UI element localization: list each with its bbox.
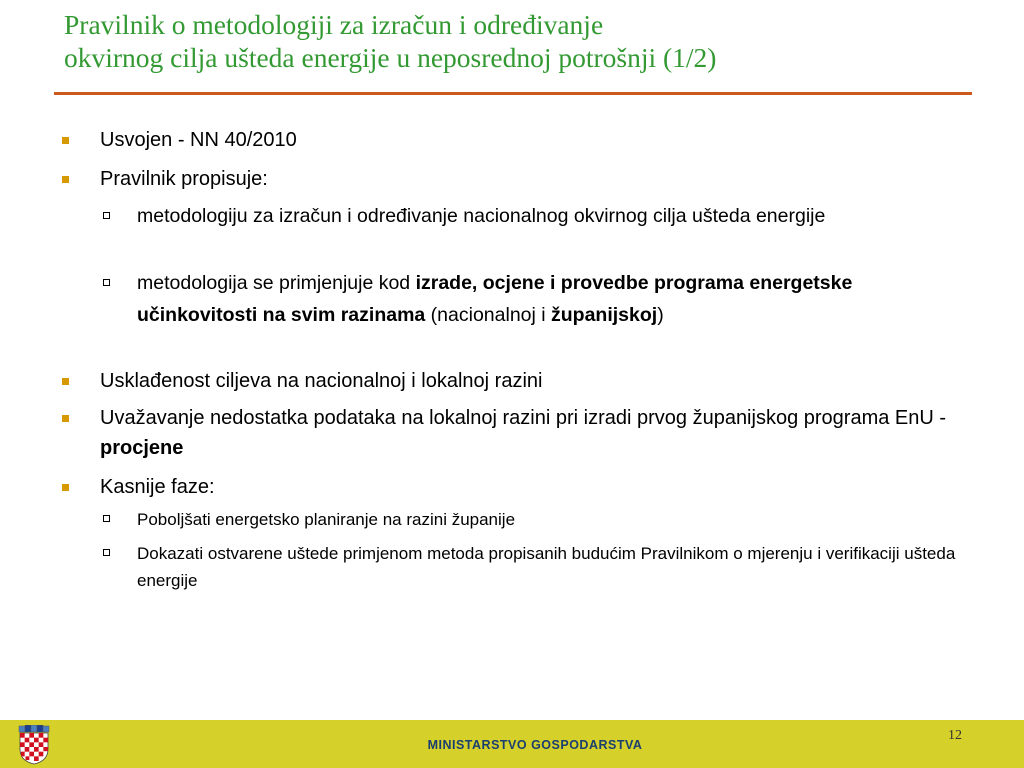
slide-title-line-1: Pravilnik o metodologiji za izračun i određivanje (64, 9, 604, 40)
bullet-text: Usvojen - NN 40/2010 (100, 129, 297, 151)
sub-bullet-text: Dokazati ostvarene uštede primjenom metoda propisanih budućim Pravilnikom o mjerenju i verifikaciji ušteda energije (137, 544, 956, 590)
square-bullet-icon (62, 378, 69, 385)
sub-bullet-bold-text: županijskoj (551, 304, 658, 326)
sub-bullet-text-part: (nacionalnoj i (425, 304, 552, 326)
hollow-square-bullet-icon (103, 279, 110, 286)
sub-bullet-text: Poboljšati energetsko planiranje na razini županije (137, 510, 516, 529)
title-divider (54, 92, 972, 95)
slide-title-line-2: okvirnog cilja ušteda energije u neposrednoj potrošnji (1/2) (64, 42, 717, 73)
sub-bullet-item (137, 200, 957, 232)
bullet-item (100, 125, 950, 155)
sub-bullet-text-part: ) (657, 304, 664, 326)
bullet-text: Uvažavanje nedostatka podataka na lokalnoj razini pri izradi prvog županijskog programa EnU - (100, 407, 947, 429)
square-bullet-icon (62, 415, 69, 422)
square-bullet-icon (62, 484, 69, 491)
sub-bullet-text-part: metodologija se primjenjuje kod (137, 272, 416, 294)
bullet-bold-text: procjene (100, 437, 184, 459)
slide-footer (0, 720, 1024, 768)
bullet-item (100, 472, 950, 502)
sub-bullet-item (137, 267, 957, 331)
bullet-item (100, 366, 950, 396)
bullet-item (100, 164, 950, 194)
slide-title (64, 8, 984, 74)
square-bullet-icon (62, 137, 69, 144)
hollow-square-bullet-icon (103, 549, 110, 556)
square-bullet-icon (62, 176, 69, 183)
sub-bullet-text: metodologiju za izračun i određivanje nacionalnog okvirnog cilja ušteda energije (137, 205, 826, 227)
bullet-item (100, 403, 950, 463)
bullet-text: Kasnije faze: (100, 476, 215, 498)
sub-bullet-item (137, 540, 957, 594)
sub-bullet-bold-text: izrade, ocjene i provedbe programa energetske učinkovitosti na svim razinama (137, 272, 853, 326)
bullet-text: Pravilnik propisuje: (100, 168, 268, 190)
hollow-square-bullet-icon (103, 515, 110, 522)
bullet-text: Usklađenost ciljeva na nacionalnoj i lokalnoj razini (100, 370, 543, 392)
page-number: 12 (948, 728, 962, 743)
sub-bullet-item (137, 506, 957, 533)
hollow-square-bullet-icon (103, 212, 110, 219)
ministry-name: MINISTARSTVO GOSPODARSTVA (427, 738, 643, 752)
